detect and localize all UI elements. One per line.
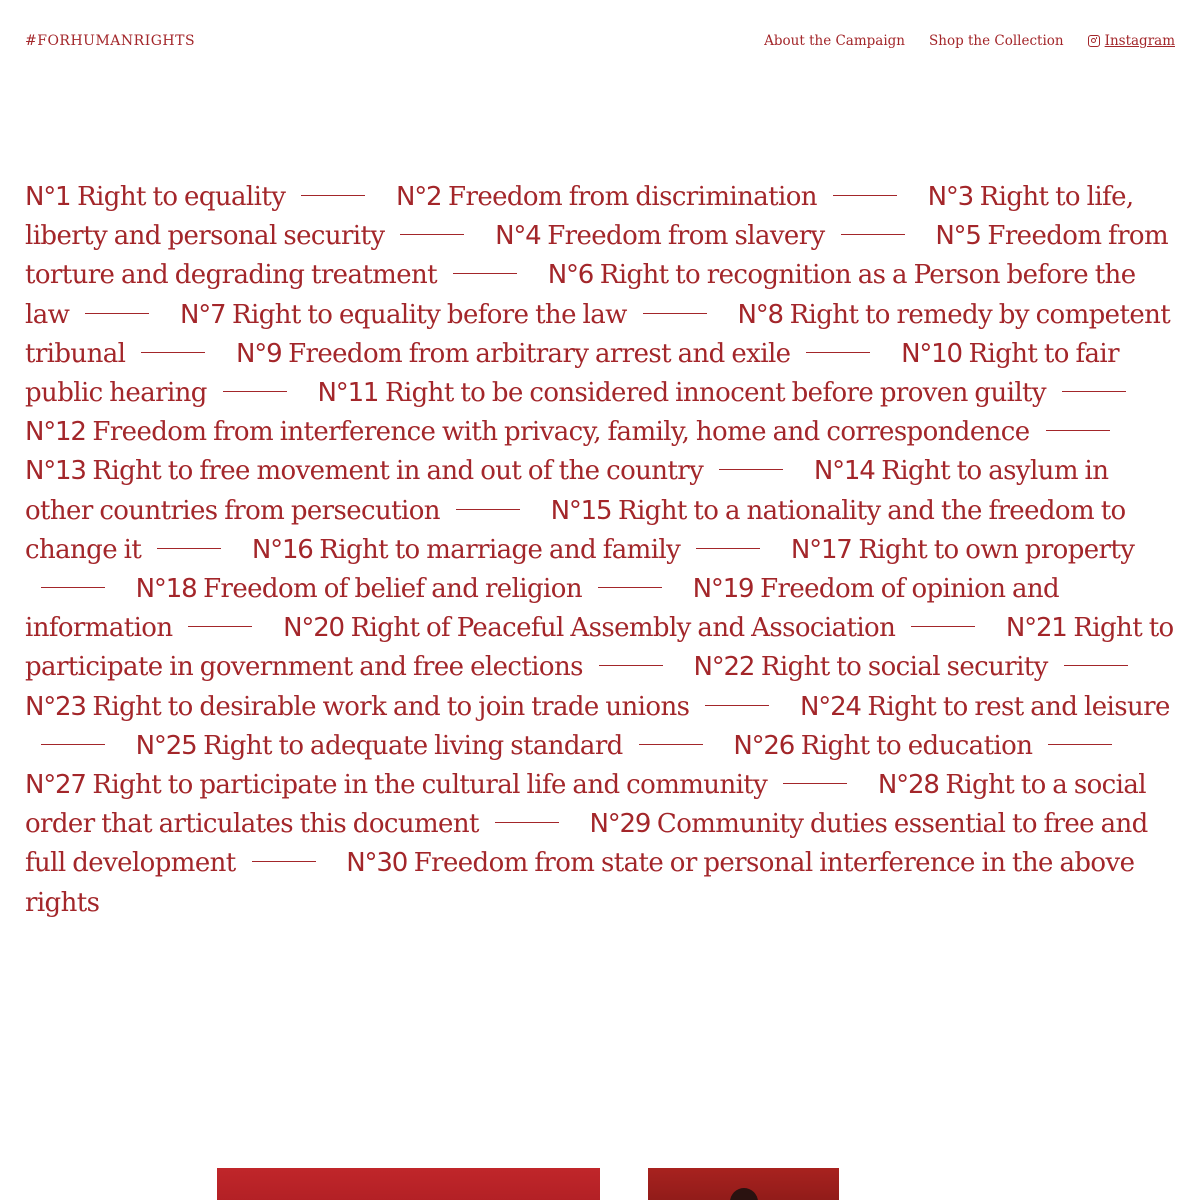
right-item (25, 417, 1030, 447)
right-title: Freedom from torture and degrading treatment (25, 221, 1169, 291)
separator-dash (841, 234, 905, 235)
campaign-image-right[interactable] (648, 1168, 839, 1200)
right-item (136, 731, 623, 761)
separator-dash (719, 469, 783, 470)
right-title: Right to equality before the law (232, 299, 627, 330)
right-item (25, 692, 689, 722)
nav-instagram-link[interactable] (1088, 33, 1175, 49)
right-item (136, 574, 582, 604)
right-number: N°21 (1005, 613, 1067, 644)
right-number: N°16 (251, 534, 313, 565)
right-title: Right to remedy by competent tribunal (25, 299, 1171, 369)
right-number: N°29 (589, 809, 651, 840)
right-title: Right to free movement in and out of the country (92, 456, 704, 487)
right-item (791, 535, 1134, 565)
right-number: N°13 (25, 456, 86, 487)
right-number: N°3 (927, 182, 973, 212)
right-number: N°17 (790, 534, 852, 565)
right-title: Right to social security (760, 652, 1048, 683)
separator-dash (643, 313, 707, 314)
right-number: N°19 (692, 574, 754, 605)
right-title: Right to a social order that articulates this document (25, 770, 1146, 840)
right-number: N°23 (25, 691, 86, 722)
separator-dash (41, 587, 105, 588)
right-item (236, 339, 790, 369)
right-title: Right to be considered innocent before proven guilty (384, 378, 1046, 409)
separator-dash (188, 626, 252, 627)
right-number: N°11 (317, 378, 379, 409)
nav-instagram-label: Instagram (1104, 33, 1175, 49)
right-title: Right to own property (858, 534, 1135, 565)
separator-dash (599, 665, 663, 666)
right-title: Freedom from state or personal interference in the above rights (25, 848, 1135, 918)
separator-dash (696, 548, 760, 549)
right-number: N°25 (135, 730, 197, 761)
separator-dash (453, 273, 517, 274)
separator-dash (806, 352, 870, 353)
campaign-image-left[interactable] (217, 1168, 600, 1200)
separator-dash (301, 195, 365, 196)
separator-dash (400, 234, 464, 235)
right-item (252, 535, 680, 565)
right-item (800, 692, 1170, 722)
right-title: Right to life, liberty and personal security (25, 182, 1134, 252)
right-item (694, 652, 1048, 682)
portrait-figure (730, 1188, 758, 1200)
right-title: Freedom from interference with privacy, family, home and correspondence (92, 417, 1030, 448)
right-item (495, 221, 825, 251)
right-title: Right to education (800, 730, 1033, 761)
right-title: Right to desirable work and to join trade unions (92, 691, 690, 722)
right-title: Right to equality (77, 182, 286, 212)
right-title: Right to asylum in other countries from persecution (25, 456, 1109, 526)
separator-dash (252, 861, 316, 862)
separator-dash (157, 548, 221, 549)
instagram-icon (1088, 35, 1100, 47)
right-number: N°8 (737, 299, 783, 330)
right-title: Right to recognition as a Person before the law (25, 260, 1136, 330)
right-number: N°30 (346, 848, 408, 879)
right-title: Right to participate in government and free elections (25, 613, 1174, 683)
right-title: Right to rest and leisure (867, 691, 1170, 722)
separator-dash (783, 783, 847, 784)
right-title: Right to participate in the cultural life and community (92, 770, 768, 801)
right-number: N°18 (135, 574, 197, 605)
separator-dash (41, 744, 105, 745)
right-title: Right of Peaceful Assembly and Association (350, 613, 896, 644)
right-title: Freedom from discrimination (448, 182, 817, 212)
separator-dash (1048, 744, 1112, 745)
separator-dash (598, 587, 662, 588)
right-item (733, 731, 1032, 761)
right-number: N°9 (236, 338, 282, 369)
right-item (180, 300, 627, 330)
right-number: N°1 (25, 182, 71, 212)
right-item (25, 770, 767, 800)
right-number: N°4 (495, 221, 541, 252)
right-number: N°27 (25, 770, 86, 801)
right-number: N°2 (395, 182, 442, 212)
rights-list (25, 178, 1175, 923)
separator-dash (223, 391, 287, 392)
right-number: N°24 (800, 691, 861, 722)
separator-dash (85, 313, 149, 314)
brand-logo-link[interactable]: #FORHUMANRIGHTS (25, 33, 196, 49)
separator-dash (1046, 430, 1110, 431)
separator-dash (1064, 665, 1128, 666)
right-number: N°22 (693, 652, 755, 683)
right-item (283, 613, 895, 643)
right-number: N°26 (733, 730, 795, 761)
site-header (25, 30, 1175, 52)
right-number: N°5 (935, 221, 981, 252)
right-number: N°10 (901, 338, 962, 369)
separator-dash (705, 705, 769, 706)
right-number: N°20 (283, 613, 344, 644)
separator-dash (833, 195, 897, 196)
right-title: Community duties essential to free and full development (25, 809, 1148, 879)
right-title: Freedom from arbitrary arrest and exile (288, 338, 791, 369)
main-nav (764, 33, 1175, 49)
separator-dash (1062, 391, 1126, 392)
right-number: N°15 (550, 495, 612, 526)
separator-dash (141, 352, 205, 353)
right-number: N°12 (25, 417, 86, 448)
right-title: Right to a nationality and the freedom to change it (25, 495, 1126, 565)
nav-shop-collection[interactable]: Shop the Collection (929, 33, 1064, 49)
right-item (318, 378, 1046, 408)
separator-dash (639, 744, 703, 745)
right-number: N°28 (877, 770, 939, 801)
right-item (25, 182, 285, 212)
right-title: Right to fair public hearing (25, 338, 1119, 409)
right-title: Freedom of belief and religion (203, 574, 582, 605)
right-number: N°6 (547, 260, 594, 291)
right-title: Right to marriage and family (319, 534, 681, 565)
right-title: Freedom from slavery (547, 221, 825, 252)
right-title: Right to adequate living standard (203, 730, 623, 761)
right-item (25, 456, 703, 486)
right-number: N°14 (813, 456, 875, 487)
right-title: Freedom of opinion and information (25, 574, 1060, 644)
right-item (396, 182, 817, 212)
nav-about-campaign[interactable]: About the Campaign (764, 33, 905, 49)
right-number: N°7 (179, 299, 226, 330)
separator-dash (911, 626, 975, 627)
separator-dash (495, 822, 559, 823)
separator-dash (456, 509, 520, 510)
